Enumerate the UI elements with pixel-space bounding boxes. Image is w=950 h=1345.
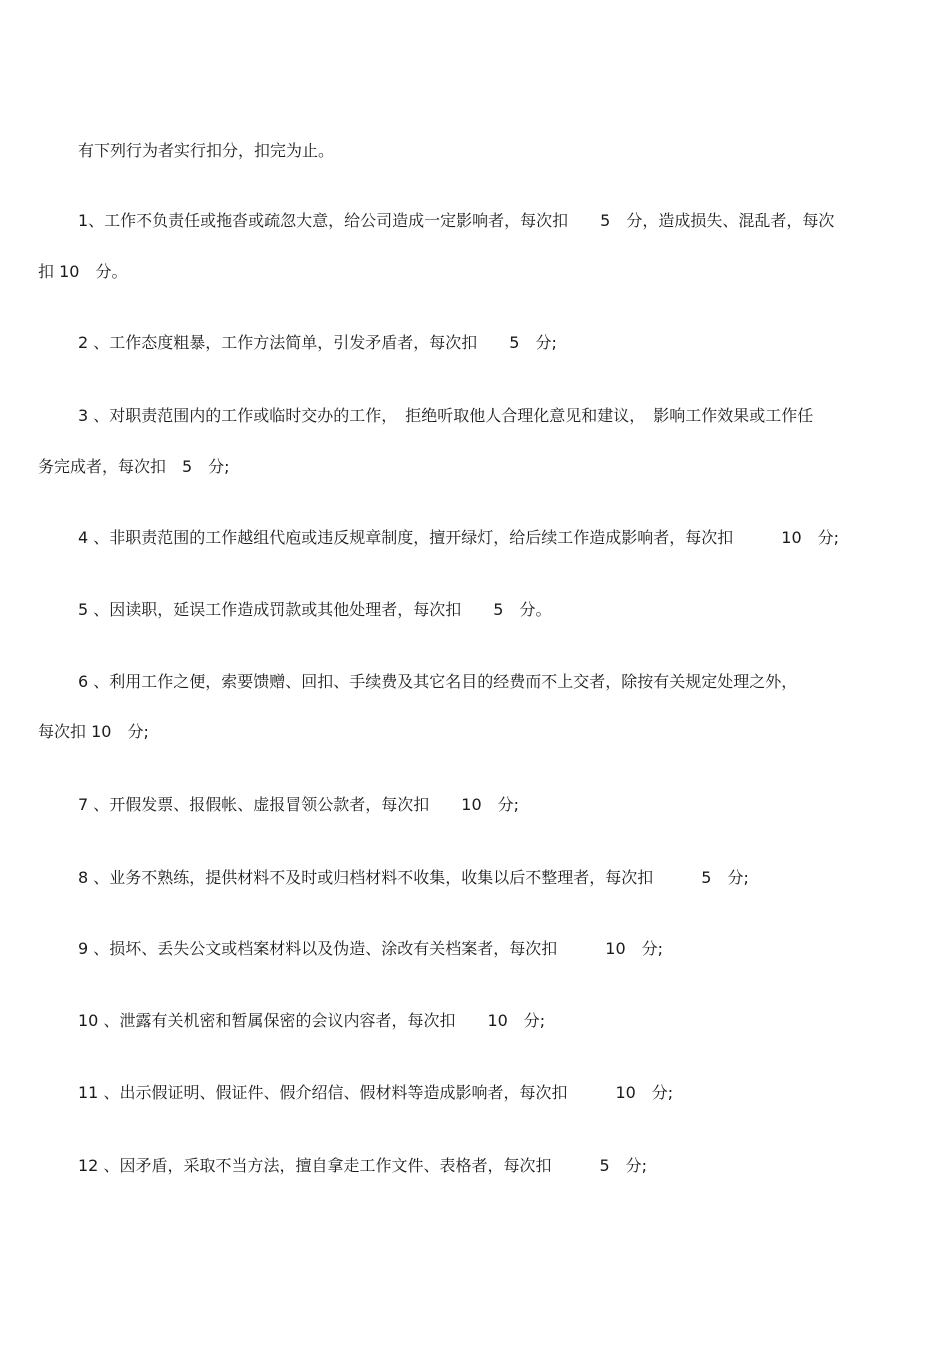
rule-6-line-2: 每次扣 10 分;: [38, 722, 149, 741]
rule-4: 4 、非职责范围的工作越组代庖或违反规章制度，擅开绿灯，给后续工作造成影响者，每次扣 10 分;: [78, 528, 840, 547]
rule-2: 2 、工作态度粗暴，工作方法简单，引发矛盾者，每次扣 5 分;: [78, 333, 557, 352]
rule-8: 8 、业务不熟练，提供材料不及时或归档材料不收集，收集以后不整理者，每次扣 5 分;: [78, 868, 749, 887]
rule-7: 7 、开假发票、报假帐、虚报冒领公款者，每次扣 10 分;: [78, 795, 520, 814]
rule-1-line-1: 1、工作不负责任或拖沓或疏忽大意，给公司造成一定影响者，每次扣 5 分，造成损失、混乱者，每次: [78, 211, 835, 230]
rule-5: 5 、因读职，延误工作造成罚款或其他处理者，每次扣 5 分。: [78, 600, 552, 619]
rule-3-line-2: 务完成者，每次扣 5 分;: [38, 457, 230, 476]
rule-1-line-2: 扣 10 分。: [38, 262, 128, 281]
rule-3-line-1: 3 、对职责范围内的工作或临时交办的工作， 拒绝听取他人合理化意见和建议， 影响工作效果或工作任: [78, 406, 814, 425]
rule-12: 12 、因矛盾，采取不当方法，擅自拿走工作文件、表格者，每次扣 5 分;: [78, 1156, 648, 1175]
intro-paragraph: 有下列行为者实行扣分，扣完为止。: [78, 141, 335, 160]
rule-10: 10 、泄露有关机密和暂属保密的会议内容者，每次扣 10 分;: [78, 1011, 546, 1030]
rule-9: 9 、损坏、丢失公文或档案材料以及伪造、涂改有关档案者，每次扣 10 分;: [78, 939, 664, 958]
rule-6-line-1: 6 、利用工作之便，索要馈赠、回扣、手续费及其它名目的经费而不上交者，除按有关规定处理之外，: [78, 672, 798, 691]
rule-11: 11 、出示假证明、假证件、假介绍信、假材料等造成影响者，每次扣 10 分;: [78, 1083, 674, 1102]
